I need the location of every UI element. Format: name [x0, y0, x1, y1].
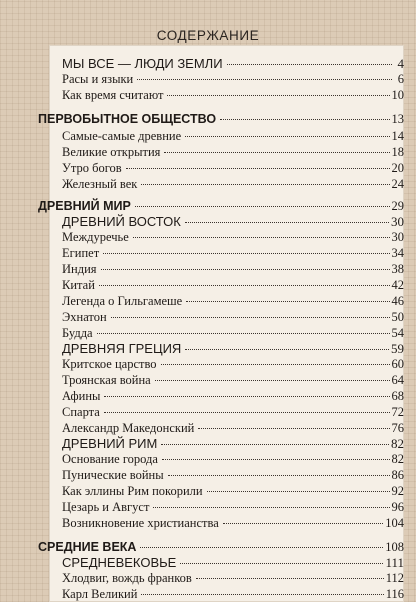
toc-subsection: ДРЕВНИЙ ВОСТОК 30 — [62, 214, 404, 229]
toc-entry: Индия 38 — [62, 262, 404, 276]
toc-section: ПЕРВОБЫТНОЕ ОБЩЕСТВО 13 — [38, 112, 404, 126]
toc-entry: Основание города 82 — [62, 452, 404, 466]
toc-entry: Как эллины Рим покорили 92 — [62, 484, 404, 498]
toc-entry: Междуречье 30 — [62, 230, 404, 244]
toc-entry: Самые-самые древние 14 — [62, 129, 404, 143]
toc-entry: Китай 42 — [62, 278, 404, 292]
toc-entry: Спарта 72 — [62, 405, 404, 419]
toc-entry: Как время считают 10 — [62, 88, 404, 102]
toc-entry: МЫ ВСЕ — ЛЮДИ ЗЕМЛИ 4 — [62, 56, 404, 71]
toc-entry: Легенда о Гильгамеше 46 — [62, 294, 404, 308]
toc-entry: Великие открытия 18 — [62, 145, 404, 159]
toc-entry: Будда 54 — [62, 326, 404, 340]
toc-subsection: ДРЕВНЯЯ ГРЕЦИЯ 59 — [62, 341, 404, 356]
toc-entry: Афины 68 — [62, 389, 404, 403]
toc-entry: Цезарь и Август 96 — [62, 500, 404, 514]
toc-entry: Эхнатон 50 — [62, 310, 404, 324]
toc-entry: Железный век 24 — [62, 177, 404, 191]
toc-section: СРЕДНИЕ ВЕКА 108 — [38, 540, 404, 554]
page-title: СОДЕРЖАНИЕ — [156, 28, 260, 43]
toc-entry: Хлодвиг, вождь франков 112 — [62, 571, 404, 585]
toc-entry: Троянская война 64 — [62, 373, 404, 387]
toc-subsection: СРЕДНЕВЕКОВЬЕ 111 — [62, 555, 404, 570]
toc-entry: Расы и языки 6 — [62, 72, 404, 86]
toc-entry: Карл Великий 116 — [62, 587, 404, 601]
toc-entry: Утро богов 20 — [62, 161, 404, 175]
toc-entry: Египет 34 — [62, 246, 404, 260]
toc-entry: Александр Македонский 76 — [62, 421, 404, 435]
toc-entry: Возникновение христианства 104 — [62, 516, 404, 530]
toc-entry: Пунические войны 86 — [62, 468, 404, 482]
toc-section: ДРЕВНИЙ МИР 29 — [38, 199, 404, 213]
toc-entry: Критское царство 60 — [62, 357, 404, 371]
toc-subsection: ДРЕВНИЙ РИМ 82 — [62, 436, 404, 451]
